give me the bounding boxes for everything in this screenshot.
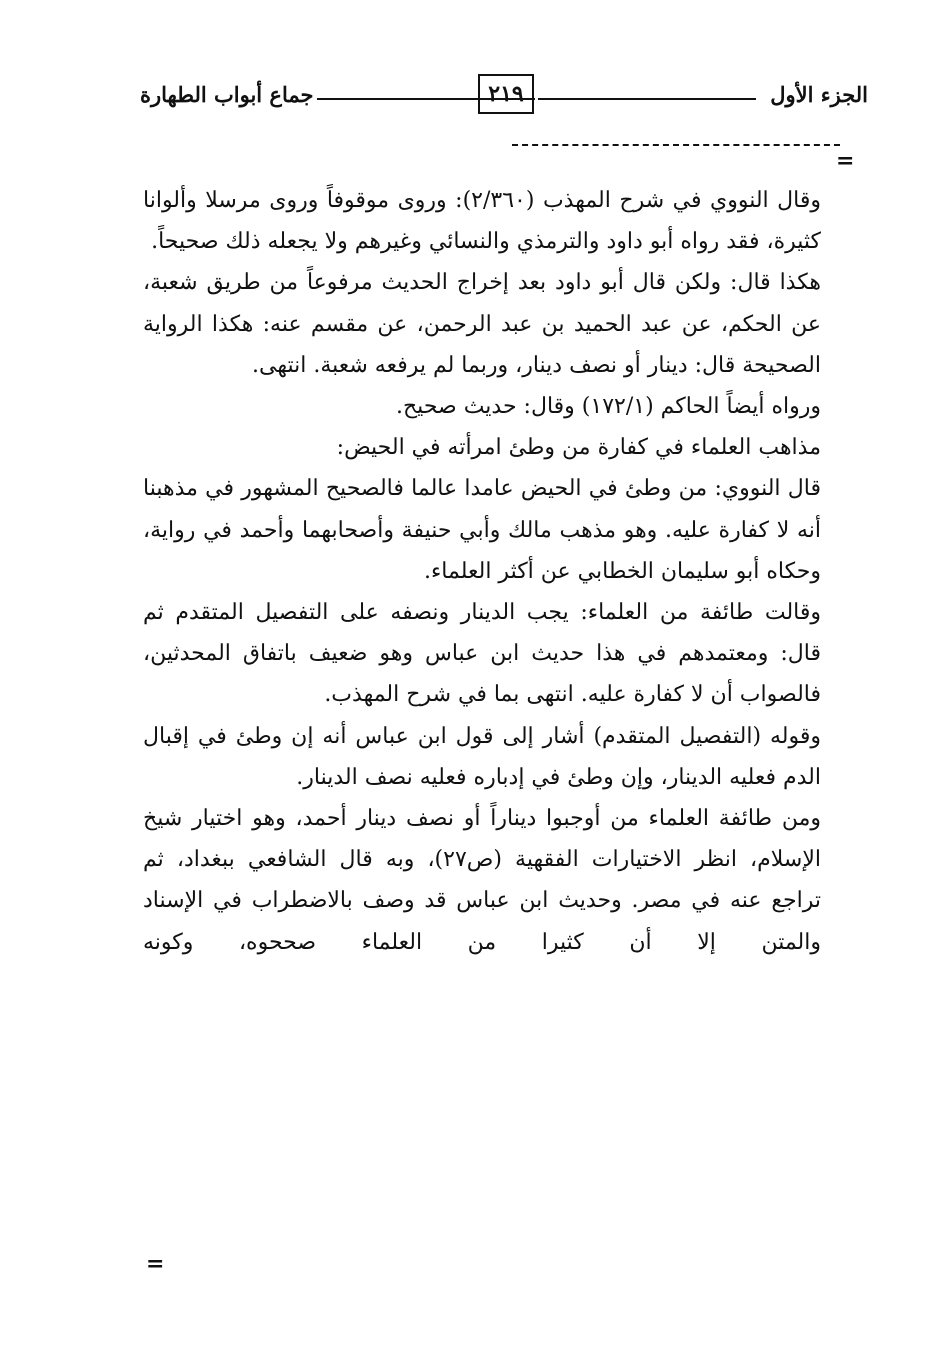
paragraph-nawawi-sharh: وقال النووي في شرح المهذب (٢/٣٦٠): وروى موقوفاً وروى مرسلا وألوانا كثيرة، فقد رواه أبو داود والترمذي والنسائي وغيرهم ولا يجعله ذلك صحيحاً. [143,188,821,255]
paragraph-other-scholars: ومن طائفة العلماء من أوجبوا ديناراً أو نصف دينار أحمد، وهو اختيار شيخ الإسلام، انظر الاختيارات الفقهية (ص٢٧)، وبه قال الشافعي ببغداد، ثم تراجع عنه في مصر. وحديث ابن عباس قد وصف بالاضطراب في الإسناد والمتن إلا أن كثيرا من العلماء صححوه، وكونه [143,806,821,955]
header-rule-left [317,98,535,100]
paragraph-abu-dawud: هكذا قال: ولكن قال أبو داود بعد إخراج الحديث مرفوعاً من طريق شعبة، عن الحكم، عن عبد الحميد بن عبد الرحمن، عن مقسم عنه: هكذا الرواية الصحيحة قال: دينار أو نصف دينار، وربما لم يرفعه شعبة. انتهى. [143,270,821,378]
section-heading: مذاهب العلماء في كفارة من وطئ امرأته في الحيض: [336,435,821,461]
continuation-mark-top: = [836,148,855,174]
page-number: ٢١٩ [478,74,534,114]
dashed-divider [512,144,840,146]
main-text [143,180,821,963]
continuation-mark-bottom: = [146,1251,165,1277]
paragraph-hakim: ورواه أيضاً الحاكم (١٧٢/١) وقال: حديث صحيح. [395,394,821,420]
header-rule-right [538,98,756,100]
page-header [140,74,868,120]
paragraph-nawawi-opinion: قال النووي: من وطئ في الحيض عامدا عالما فالصحيح المشهور في مذهبنا أنه لا كفارة عليه. وهو مذهب مالك وأبي حنيفة وأصحابهما وأحمد في رواية، وحكاه أبو سليمان الخطابي عن أكثر العلماء. [143,476,821,584]
chapter-title: جماع أبواب الطهارة [140,82,314,107]
paragraph-scholars-group: وقالت طائفة من العلماء: يجب الدينار ونصفه على التفصيل المتقدم ثم قال: ومعتمدهم في هذا حديث ابن عباس وهو ضعيف باتفاق المحدثين، فالصواب أن لا كفارة عليه. انتهى بما في شرح المهذب. [143,600,821,708]
paragraph-detail: وقوله (التفصيل المتقدم) أشار إلى قول ابن عباس أنه إن وطئ في إقبال الدم فعليه الدينار، وإن وطئ في إدباره فعليه نصف الدينار. [143,723,821,790]
volume-label: الجزء الأول [770,82,868,107]
